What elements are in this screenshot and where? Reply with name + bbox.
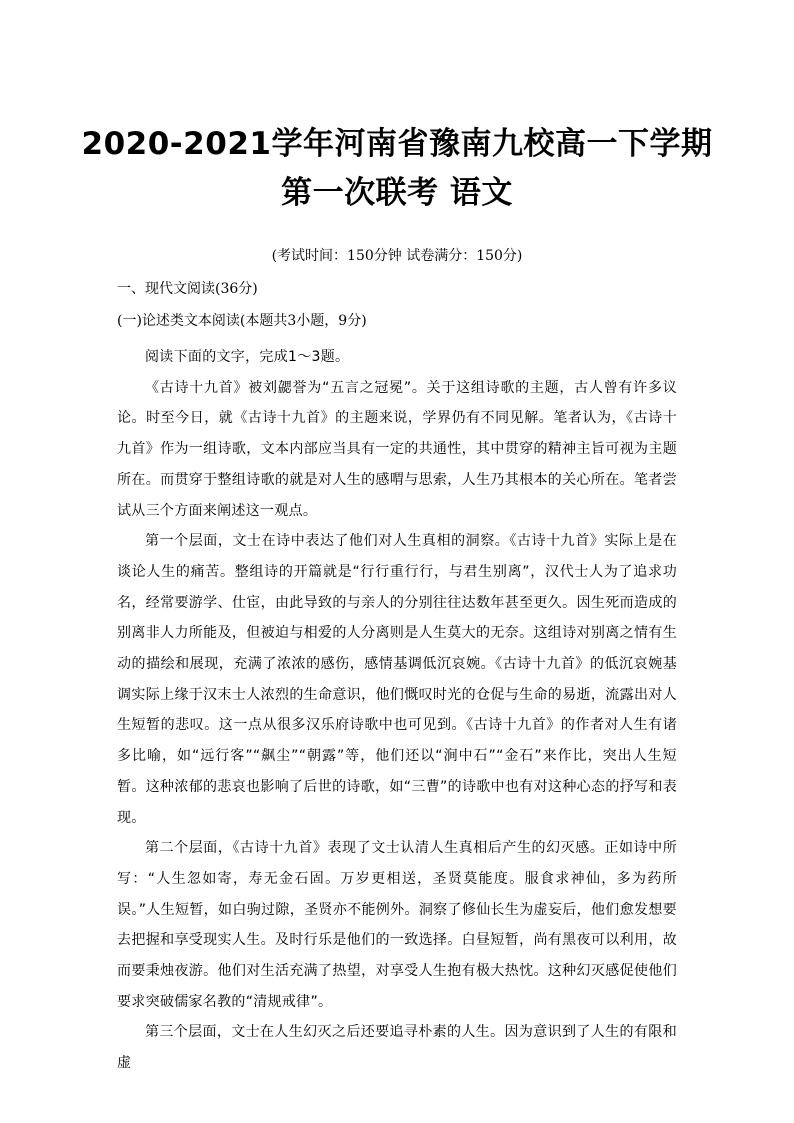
passage-paragraph: 第一个层面，文士在诗中表达了他们对人生真相的洞察。《古诗十九首》实际上是在谈论人生的痛苦。整组诗的开篇就是“行行重行行，与君生别离”，汉代士人为了追求功名，经常要游学、仕宦，由此导致的与亲人的分别往往达数年甚至更久。因生死而造成的别离非人力所能及，但被迫与相爱的人分离则是人生莫大的无奈。这组诗对别离之情有生动的描绘和展现，充满了浓浓的感伤，感情基调低沉哀婉。《古诗十九首》的低沉哀婉基调实际上缘于汉末士人浓烈的生命意识，他们慨叹时光的仓促与生命的易逝，流露出对人生短暂的悲叹。这一点从很多汉乐府诗歌中也可见到。《古诗十九首》的作者对人生有诸多比喻，如“远行客”“飙尘”“朝露”等，他们还以“涧中石”“金石”来作比，突出人生短暂。这种浓郁的悲哀也影响了后世的诗歌，如“三曹”的诗歌中也有对这种心态的抒写和表现。 [117,533,677,826]
passage-paragraph: 第二个层面，《古诗十九首》表现了文士认清人生真相后产生的幻灭感。正如诗中所写：“人生忽如寄，寿无金石固。万岁更相送，圣贤莫能度。服食求神仙，多为药所误。”人生短暂，如白驹过隙，圣贤亦不能例外。洞察了修仙长生为虚妄后，他们愈发想要去把握和享受现实人生。及时行乐是他们的一致选择。白昼短暂，尚有黑夜可以利用，故而要秉烛夜游。他们对生活充满了热望，对享受人生抱有极大热忱。这种幻灭感促使他们要求突破儒家名教的“清规戒律”。 [117,840,677,1010]
passage-paragraph: 第三个层面，文士在人生幻灭之后还要追寻朴素的人生。因为意识到了人生的有限和虚 [117,1024,677,1072]
section-heading: 一、现代文阅读(36分) [117,281,258,297]
instruction-paragraph: 阅读下面的文字，完成1～3题。 [145,349,350,365]
passage-body [117,342,677,1079]
passage-paragraph: 《古诗十九首》被刘勰誉为“五言之冠冕”。关于这组诗歌的主题，古人曾有许多议论。时至今日，就《古诗十九首》的主题来说，学界仍有不同见解。笔者认为，《古诗十九首》作为一组诗歌，文本内部应当具有一定的共通性，其中贯穿的精神主旨可视为主题所在。而贯穿于整组诗歌的就是对人生的感喟与思索，人生乃其根本的关心所在。笔者尝试从三个方面来阐述这一观点。 [117,379,677,519]
document-title-line-1: 2020-2021学年河南省豫南九校高一下学期 [81,126,713,162]
document-title-line-2: 第一次联考 语文 [281,175,513,211]
subsection-heading: (一)论述类文本阅读(本题共3小题，9分) [117,313,367,329]
exam-info: (考试时间：150分钟 试卷满分：150分) [271,248,523,264]
